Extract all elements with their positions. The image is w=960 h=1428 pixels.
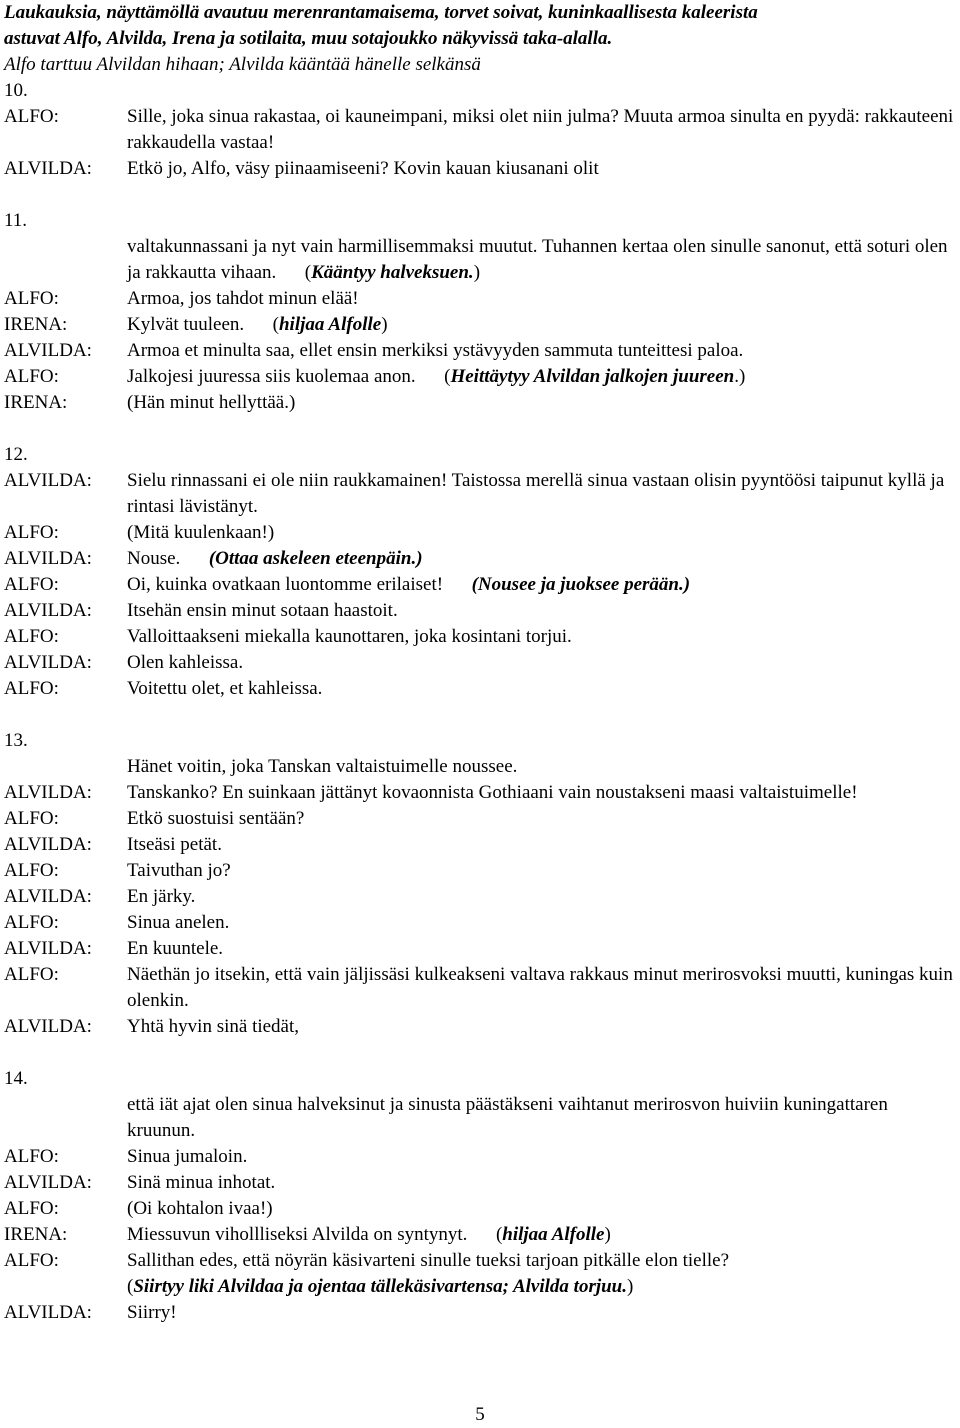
line-text [127,624,956,650]
speaker-name: ALFO: [4,1146,59,1167]
direction-text: Kääntyy halveksuen. [311,262,474,283]
speaker-name: ALVILDA: [4,782,92,803]
speaker-name: ALFO: [4,366,59,387]
line-text [127,572,956,598]
spoken-text: (Oi kohtalon ivaa!) [127,1198,273,1219]
dialogue-line [4,650,956,676]
dialogue-line [4,286,956,312]
dialogue-line [4,884,956,910]
speaker-name: ALFO: [4,1250,59,1271]
direction-text: (Ottaa askeleen eteenpäin.) [208,548,423,569]
direction-open: ( [444,366,451,387]
spoken-text: Olen kahleissa. [127,652,244,673]
spoken-text: Oi, kuinka ovatkaan luontomme erilaiset! [127,574,444,595]
speaker-name [4,1092,127,1144]
speaker-name: ALFO: [4,1198,59,1219]
dialogue-sections [4,78,956,1326]
spoken-text: Näethän jo itsekin, että vain jäljissäsi kulkeakseni valtava rakkaus minut merirosvoksi muutti, kuningas kuin olenkin. [127,964,953,1011]
speaker-name: ALFO: [4,522,59,543]
direction-text: Heittäytyy Alvildan jalkojen juureen [450,366,735,387]
direction-close: ) [627,1276,634,1297]
direction-text: (Nousee ja juoksee perään.) [471,574,691,595]
spoken-text: Sinua jumaloin. [127,1146,248,1167]
spoken-text: Valloittaakseni miekalla kaunottaren, joka kosintani torjui. [127,626,572,647]
dialogue-line [4,858,956,884]
stage-direction [472,574,690,595]
spoken-text: Sille, joka sinua rakastaa, oi kauneimpani, miksi olet niin julma? Muuta armoa sinulta en pyydä: rakkauteeni rakkaudella vastaa! [127,106,954,153]
line-text [127,650,956,676]
speaker-name: IRENA: [4,1224,68,1245]
line-text [127,598,956,624]
dialogue-line [4,910,956,936]
spoken-text: Sinä minua inhotat. [127,1172,276,1193]
section-number: 12. [4,444,28,465]
speaker-name: ALVILDA: [4,886,92,907]
spoken-text: Etkö suostuisi sentään? [127,808,305,829]
intro-line-2: astuvat Alfo, Alvilda, Irena ja sotilaita, muu sotajoukko näkyvissä taka-alalla. [4,28,613,49]
dialogue-line [4,546,956,572]
spoken-text: Itseäsi petät. [127,834,222,855]
dialogue-line [4,598,956,624]
speaker-name: ALFO: [4,106,59,127]
line-text [127,390,956,416]
stage-direction [209,548,423,569]
line-text [127,468,956,520]
line-text [127,312,956,338]
document-page [4,0,956,1326]
dialogue-line [4,624,956,650]
intro-line-1: Laukauksia, näyttämöllä avautuu merenrantamaisema, torvet soivat, kuninkaallisesta kaleerista [4,2,758,23]
dialogue-line [4,1144,956,1170]
dialogue-section [4,1066,956,1326]
speaker-name: IRENA: [4,392,68,413]
spoken-text: Taivuthan jo? [127,860,231,881]
spoken-text: Miessuvun vihollliseksi Alvilda on syntynyt. [127,1224,468,1245]
dialogue-line [4,338,956,364]
line-text [127,104,956,156]
dialogue-line [4,1014,956,1040]
section-gap [4,702,956,728]
stage-direction [444,366,745,387]
dialogue-line [4,1196,956,1222]
spoken-text: En järky. [127,886,196,907]
dialogue-line [4,390,956,416]
direction-text: hiljaa Alfolle [502,1224,605,1245]
page-number: 5 [475,1404,485,1425]
speaker-name: ALFO: [4,964,59,985]
direction-text: hiljaa Alfolle [278,314,382,335]
dialogue-line [4,364,956,390]
section-number: 11. [4,210,28,231]
dialogue-line [4,962,956,1014]
stage-direction [127,1276,633,1297]
dialogue-line [4,676,956,702]
dialogue-line [4,234,956,286]
spoken-text: Sinua anelen. [127,912,230,933]
dialogue-line [4,1092,956,1144]
spoken-text: Sallithan edes, että nöyrän käsivarteni sinulle tueksi tarjoan pitkälle elon tielle? [127,1250,730,1271]
line-text [127,156,956,182]
section-number: 10. [4,80,28,101]
spoken-text: Sielu rinnassani ei ole niin raukkamainen! Taistossa merellä sinua vastaan olisin pyyntöösi taipunut kyllä ja rintasi lävistänyt. [127,470,945,517]
speaker-name [4,234,127,286]
spoken-text: (Mitä kuulenkaan!) [127,522,275,543]
spoken-text: Voitettu olet, et kahleissa. [127,678,323,699]
stage-direction [273,314,388,335]
dialogue-section [4,78,956,182]
line-text [127,910,956,936]
dialogue-line [4,1170,956,1196]
speaker-name: ALVILDA: [4,1302,92,1323]
line-text [127,546,956,572]
line-text [127,1300,956,1326]
line-text [127,1092,956,1144]
stage-direction [305,262,480,283]
line-text [127,364,956,390]
line-text [127,1014,956,1040]
section-gap [4,416,956,442]
dialogue-line [4,1222,956,1248]
line-text [127,754,956,780]
line-text [127,286,956,312]
speaker-name: ALVILDA: [4,834,92,855]
spoken-text: Hänet voitin, joka Tanskan valtaistuimelle noussee. [127,756,518,777]
spoken-text: Armoa et minulta saa, ellet ensin merkiksi ystävyyden sammuta tunteittesi paloa. [127,340,744,361]
spoken-text: Itsehän ensin minut sotaan haastoit. [127,600,398,621]
dialogue-line [4,754,956,780]
speaker-name: ALVILDA: [4,652,92,673]
speaker-name: ALFO: [4,626,59,647]
speaker-name: IRENA: [4,314,68,335]
line-text [127,806,956,832]
intro-line-3: Alfo tarttuu Alvildan hihaan; Alvilda kääntää hänelle selkänsä [4,54,481,75]
stage-direction [496,1224,611,1245]
dialogue-line [4,780,956,806]
line-text [127,780,956,806]
direction-open: ( [272,314,279,335]
spoken-text: En kuuntele. [127,938,224,959]
direction-close: ) [604,1224,611,1245]
dialogue-line [4,520,956,546]
line-text [127,676,956,702]
dialogue-line [4,832,956,858]
dialogue-line [4,1248,956,1274]
line-text [127,1274,956,1300]
section-gap [4,182,956,208]
section-number: 13. [4,730,28,751]
speaker-name: ALFO: [4,808,59,829]
spoken-text: Armoa, jos tahdot minun elää! [127,288,359,309]
direction-close: ) [473,262,481,283]
line-text [127,936,956,962]
line-text [127,338,956,364]
line-text [127,520,956,546]
spoken-text: Tanskanko? En suinkaan jättänyt kovaonnista Gothiaani vain noustakseni maasi valtaistuimelle! [127,782,858,803]
line-text [127,832,956,858]
speaker-name: ALFO: [4,860,59,881]
dialogue-line [4,806,956,832]
speaker-name: ALVILDA: [4,470,92,491]
speaker-name: ALVILDA: [4,1016,92,1037]
line-text [127,1196,956,1222]
spoken-text: Nouse. [127,548,181,569]
section-gap [4,1040,956,1066]
speaker-name: ALVILDA: [4,340,92,361]
speaker-name: ALFO: [4,678,59,699]
line-text [127,884,956,910]
speaker-name [4,754,127,780]
spoken-text: Kylvät tuuleen. [127,314,245,335]
dialogue-line [4,936,956,962]
spoken-text: (Hän minut hellyttää.) [127,392,296,413]
line-text [127,1170,956,1196]
spoken-text: Yhtä hyvin sinä tiedät, [127,1016,300,1037]
direction-open: ( [304,262,312,283]
spoken-text: Etkö jo, Alfo, väsy piinaamiseeni? Kovin kauan kiusanani olit [127,158,599,179]
speaker-name: ALVILDA: [4,600,92,621]
dialogue-section [4,442,956,702]
dialogue-line [4,1274,956,1300]
speaker-name [4,1274,127,1300]
direction-open: ( [127,1276,134,1297]
line-text [127,1222,956,1248]
spoken-text: Siirry! [127,1302,177,1323]
dialogue-line [4,572,956,598]
section-number: 14. [4,1068,28,1089]
speaker-name: ALFO: [4,912,59,933]
direction-close: ) [381,314,388,335]
speaker-name: ALVILDA: [4,938,92,959]
line-text [127,1144,956,1170]
direction-text: Siirtyy liki Alvildaa ja ojentaa tällekäsivartensa; Alvilda torjuu. [133,1276,627,1297]
line-text [127,234,956,286]
dialogue-line [4,104,956,156]
direction-close: .) [734,366,746,387]
dialogue-line [4,312,956,338]
dialogue-line [4,1300,956,1326]
line-text [127,1248,956,1274]
dialogue-section [4,208,956,416]
speaker-name: ALFO: [4,574,59,595]
dialogue-line [4,468,956,520]
speaker-name: ALVILDA: [4,158,92,179]
dialogue-section [4,728,956,1040]
spoken-text: että iät ajat olen sinua halveksinut ja sinusta päästäkseni vaihtanut merirosvon huiviin kuningattaren kruunun. [127,1094,888,1141]
spoken-text: Jalkojesi juuressa siis kuolemaa anon. [127,366,416,387]
line-text [127,962,956,1014]
speaker-name: ALVILDA: [4,548,92,569]
stage-direction-intro [4,0,956,78]
speaker-name: ALVILDA: [4,1172,92,1193]
direction-open: ( [495,1224,503,1245]
dialogue-line [4,156,956,182]
speaker-name: ALFO: [4,288,59,309]
line-text [127,858,956,884]
spoken-text: valtakunnassani ja nyt vain harmillisemmaksi muutut. Tuhannen kertaa olen sinulle sanonut, että soturi olen ja rakkautta vihaan. [127,236,948,283]
